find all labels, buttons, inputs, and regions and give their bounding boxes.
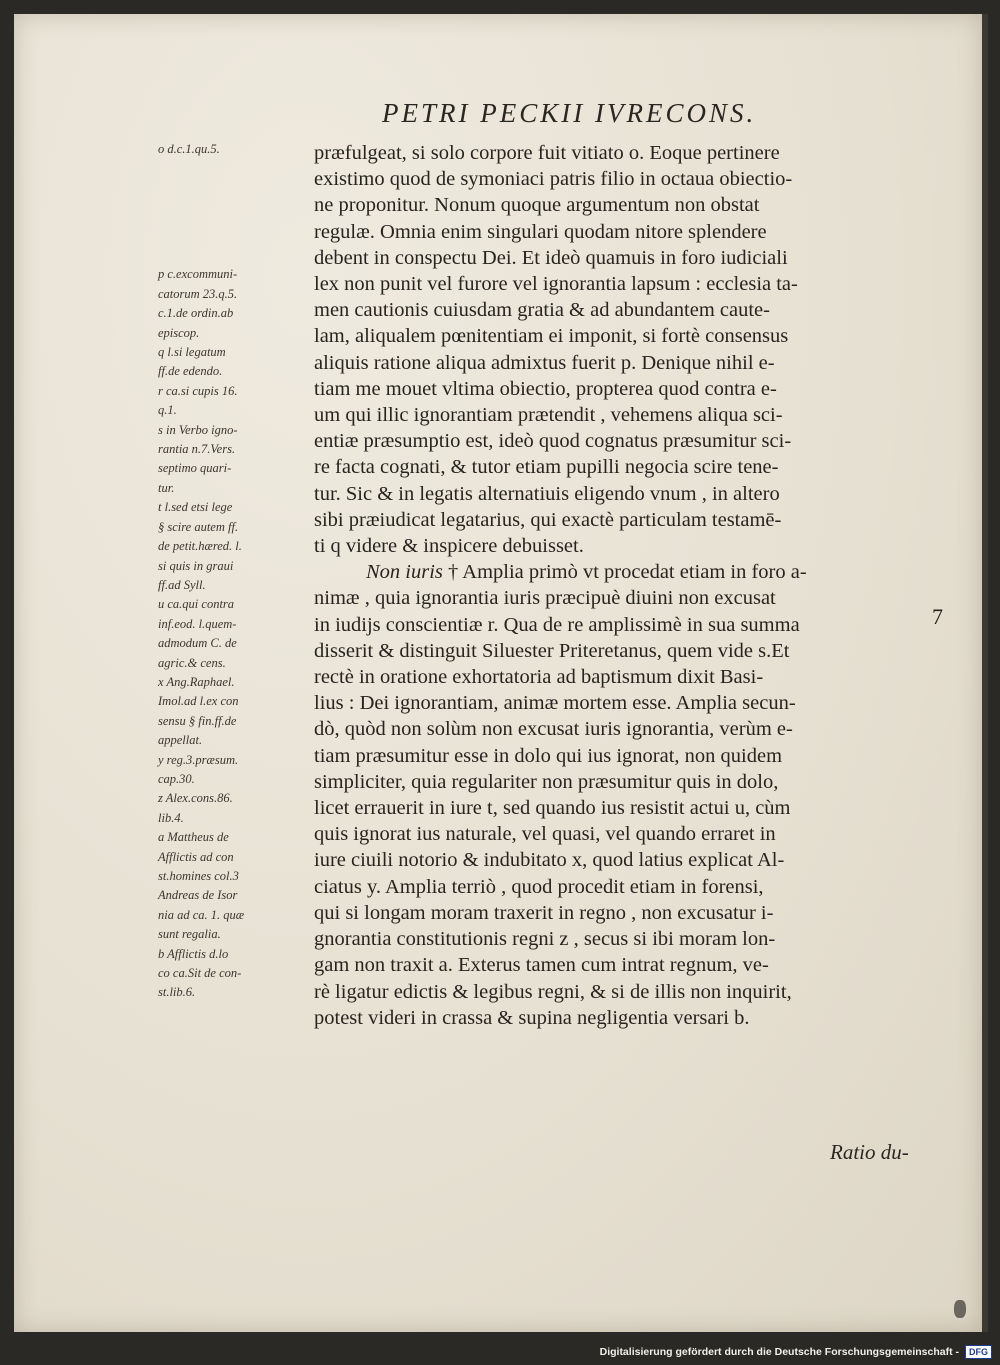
marginal-note: s in Verbo igno- [158,422,238,437]
main-text-block [314,140,934,1031]
dfg-logo-icon: DFG [965,1345,992,1359]
marginal-note: sensu § fin.ff.de [158,713,237,728]
marginal-note: agric.& cens. [158,655,226,670]
catchword: Ratio du- [830,1140,909,1164]
text-line [314,533,934,559]
text-line-content: gam non traxit a. Exterus tamen cum intrat regnum, ve- [314,954,769,977]
text-line [314,507,934,533]
text-line-content: tiam præsumitur esse in dolo qui ius ignorat, non quidem [314,744,783,767]
text-line [314,690,934,716]
marginal-note: u ca.qui contra [158,597,235,612]
marginal-note: co ca.Sit de con- [158,966,242,981]
text-line [314,900,934,926]
marginal-note: lib.4. [158,810,184,825]
text-line-content: licet errauerit in iure t, sed quando ius resistit actui u, cùm [314,797,791,820]
marginal-note: appellat. [158,733,203,748]
text-line-content: lius : Dei ignorantiam, animæ mortem esse. Amplia secun- [314,692,796,715]
marginal-note: cap.30. [158,771,195,786]
text-line [314,376,934,402]
text-line [314,350,934,376]
text-line [314,795,934,821]
marginal-note: nia ad ca. 1. quæ [158,907,245,922]
text-line-content: in iudijs conscientiæ r. Qua de re amplissimè in sua summa [314,613,800,636]
text-line [314,585,934,611]
text-line-content: tiam me mouet vltima obiectio, propterea quod contra e- [314,377,777,400]
marginal-note: st.homines col.3 [158,869,239,883]
text-line [314,979,934,1005]
text-line [314,821,934,847]
text-line-content: ne proponitur. Nonum quoque argumentum non obstat [314,194,760,217]
text-line-content: ti q videre & inspicere debuisset. [314,535,584,558]
digitization-footer [600,1345,992,1359]
marginal-note: y reg.3.præsum. [158,752,239,767]
marginal-note: o d.c.1.qu.5. [158,142,220,156]
text-line [314,952,934,978]
marginal-note: x Ang.Raphael. [158,674,235,689]
text-line-content: † Amplia primò vt procedat etiam in foro a- [442,561,807,584]
marginal-note: st.lib.6. [158,985,196,1000]
text-line-content: aliquis ratione aliqua admixtus fuerit p. Denique nihil e- [314,351,775,374]
text-line [314,1005,934,1031]
text-line-content: gnorantia constitutionis regni z , secus si ibi moram lon- [314,928,776,951]
text-line-content: tur. Sic & in legatis alternatiuis eligendo vnum , in altero [314,482,780,505]
text-line [314,664,934,690]
marginal-note: b Afflictis d.lo [158,946,229,961]
text-line [314,428,934,454]
text-line-content: entiæ præsumptio est, ideò quod cognatus præsumitur sci- [314,430,792,453]
text-line [314,219,934,245]
text-line [314,743,934,769]
text-line-content: iure ciuili notorio & indubitato x, quod latius explicat Al- [314,849,785,872]
marginal-note: q l.si legatum [158,345,226,360]
text-line-content: quis ignorat ius naturale, vel quasi, vel quando erraret in [314,823,776,846]
text-line [314,245,934,271]
marginal-note: p c.excommuni- [158,267,238,282]
text-line-content: existimo quod de symoniaci patris filio in octaua obiectio- [314,168,793,191]
margin-number: 7 [932,604,943,629]
text-line [314,769,934,795]
marginal-note: a Mattheus de [158,830,229,845]
text-line [314,454,934,480]
text-line-content: disserit & distinguit Siluester Priteretanus, quem vide s.Et [314,639,790,662]
text-line-content: lex non punit vel furore vel ignorantia lapsum : ecclesia ta- [314,273,798,296]
marginal-notes [158,140,318,1003]
marginal-note: sunt regalia. [158,927,221,942]
marginal-note: admodum C. de [158,636,237,651]
text-line-content: potest videri in crassa & supina negligentia versari b. [314,1006,750,1029]
text-line [314,166,934,192]
text-line-content: ciatus y. Amplia terriò , quod procedit etiam in forensi, [314,875,764,898]
marginal-note: c.1.de ordin.ab [158,306,234,321]
text-line-content: sibi præiudicat legatarius, qui exactè particulam testamē- [314,508,782,531]
marginal-note: t l.sed etsi lege [158,500,233,515]
page-smudge [954,1300,966,1318]
marginal-note: si quis in graui [158,558,234,573]
text-line-content: rectè in oratione exhortatoria ad baptismum dixit Basi- [314,666,764,689]
marginal-note: Afflictis ad con [158,849,234,864]
running-head: PETRI PECKII IVRECONS. [382,98,757,128]
text-line-content: regulæ. Omnia enim singulari quodam nitore splendere [314,220,767,243]
text-line [314,612,934,638]
marginal-note: septimo quari- [158,461,232,476]
text-line [314,926,934,952]
text-line-content: re facta cognati, & tutor etiam pupilli negocia scire tene- [314,456,779,479]
text-line-content: men cautionis cuiusdam gratia & ad abundantem caute- [314,299,770,322]
footer-text: Digitalisierung gefördert durch die Deutsche Forschungsgemeinschaft - [599,1346,959,1358]
text-line [314,559,934,585]
text-line [314,847,934,873]
marginal-note: de petit.hæred. l. [158,539,242,554]
text-line [314,140,934,166]
marginal-note: catorum 23.q.5. [158,286,238,301]
marginal-note: z Alex.cons.86. [158,791,233,806]
marginal-note: § scire autem ff. [158,519,239,534]
text-line [314,638,934,664]
text-line-content: debent in conspectu Dei. Et ideò quamuis in foro iudiciali [314,246,788,269]
marginal-note: r ca.si cupis 16. [158,383,238,398]
text-line [314,716,934,742]
marginal-note: tur. [158,480,175,495]
text-line [314,323,934,349]
text-line [314,481,934,507]
text-line-content: rè ligatur edictis & legibus regni, & si de illis non inquirit, [314,980,792,1003]
marginal-note: ff.de edendo. [158,364,223,379]
marginal-note: ff.ad Syll. [158,577,206,592]
text-line [314,874,934,900]
section-lead: Non iuris [366,561,443,584]
text-line [314,402,934,428]
text-line-content: um qui illic ignorantiam prætendit , vehemens aliqua sci- [314,404,783,427]
marginal-note: Imol.ad l.ex con [158,694,239,709]
text-line [314,192,934,218]
marginal-note: q.1. [158,403,177,418]
text-line-content: præfulgeat, si solo corpore fuit vitiato o. Eoque pertinere [314,142,780,164]
text-line [314,297,934,323]
marginal-note: inf.eod. l.quem- [158,616,237,631]
marginal-note: rantia n.7.Vers. [158,442,236,457]
text-line-content: nimæ , quia ignorantia iuris præcipuè diuini non excusat [314,587,776,610]
text-line-content: qui si longam moram traxerit in regno , non excusatur i- [314,901,774,924]
book-page [14,14,988,1332]
text-line [314,271,934,297]
marginal-note: episcop. [158,325,200,340]
text-line-content: dò, quòd non solùm non excusat iuris ignorantia, verùm e- [314,718,793,741]
marginal-note: Andreas de Isor [158,888,238,903]
text-line-content: simpliciter, quia regulariter non præsumitur quis in dolo, [314,770,779,793]
text-line-content: lam, aliqualem pœnitentiam ei imponit, si fortè consensus [314,325,789,348]
